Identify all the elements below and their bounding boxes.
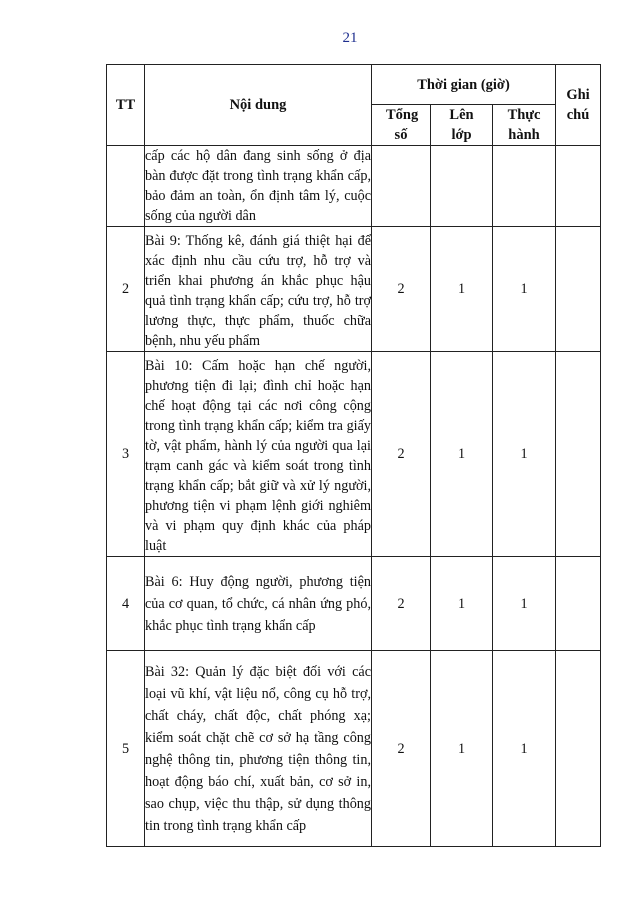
row-tt: 4 — [107, 557, 145, 651]
row-tt: 3 — [107, 352, 145, 557]
row-ghi-chu — [556, 557, 601, 651]
row-ghi-chu — [556, 352, 601, 557]
row-tong-so: 2 — [372, 651, 431, 847]
row-ghi-chu — [556, 227, 601, 352]
row-tt: 2 — [107, 227, 145, 352]
table-row — [107, 352, 601, 557]
table-row — [107, 146, 601, 227]
header-len-lop: Lên lớp — [431, 105, 493, 146]
table-row — [107, 557, 601, 651]
header-thoi-gian: Thời gian (giờ) — [372, 65, 556, 105]
row-tong-so: 2 — [372, 352, 431, 557]
row-thuc-hanh: 1 — [493, 227, 556, 352]
row-len-lop: 1 — [431, 557, 493, 651]
row-tt — [107, 146, 145, 227]
row-thuc-hanh: 1 — [493, 352, 556, 557]
row-tong-so: 2 — [372, 227, 431, 352]
row-content: Bài 9: Thống kê, đánh giá thiệt hại để xác định nhu cầu cứu trợ, hỗ trợ và triển khai phương án khắc phục hậu quả tình trạng khẩn cấp; cứu trợ, hỗ trợ lương thực, thực phẩm, thuốc chữa bệnh, nhu yếu phẩm — [145, 227, 372, 352]
header-ghi-chu: Ghi chú — [556, 65, 601, 146]
table-row — [107, 227, 601, 352]
page-number: 21 — [342, 30, 358, 46]
row-thuc-hanh: 1 — [493, 651, 556, 847]
row-content: Bài 6: Huy động người, phương tiện của cơ quan, tổ chức, cá nhân ứng phó, khắc phục tình trạng khẩn cấp — [145, 557, 372, 651]
row-len-lop: 1 — [431, 352, 493, 557]
row-content: Bài 32: Quản lý đặc biệt đối với các loại vũ khí, vật liệu nổ, công cụ hỗ trợ, chất cháy, chất độc, chất phóng xạ; kiểm soát chặt chẽ cơ sở hạ tầng công nghệ thông tin, phương tiện thông tin, hoạt động báo chí, xuất bản, cơ sở in, sao chụp, việc thu thập, sử dụng thông tin trong tình trạng khẩn cấp — [145, 651, 372, 847]
header-noi-dung: Nội dung — [145, 65, 372, 146]
row-thuc-hanh: 1 — [493, 557, 556, 651]
header-tong-so: Tổng số — [372, 105, 431, 146]
row-content: Bài 10: Cấm hoặc hạn chế người, phương tiện đi lại; đình chỉ hoặc hạn chế hoạt động tại các nơi công cộng trong tình trạng khẩn cấp; kiểm tra giấy tờ, vật phẩm, hành lý của người qua lại trạm canh gác và kiểm soát trong tình trạng khẩn cấp; bắt giữ và xử lý người, phương tiện vi phạm lệnh giới nghiêm và vi phạm quy định khác của pháp luật — [145, 352, 372, 557]
curriculum-table — [106, 64, 601, 847]
row-len-lop: 1 — [431, 651, 493, 847]
table-row — [107, 651, 601, 847]
row-tong-so — [372, 146, 431, 227]
row-ghi-chu — [556, 146, 601, 227]
header-tt: TT — [107, 65, 145, 146]
row-ghi-chu — [556, 651, 601, 847]
row-len-lop: 1 — [431, 227, 493, 352]
row-tong-so: 2 — [372, 557, 431, 651]
header-thuc-hanh: Thực hành — [493, 105, 556, 146]
row-content: cấp các hộ dân đang sinh sống ở địa bàn được đặt trong tình trạng khẩn cấp, bảo đảm an toàn, ổn định tâm lý, cuộc sống của người dân — [145, 146, 372, 227]
row-len-lop — [431, 146, 493, 227]
row-tt: 5 — [107, 651, 145, 847]
row-thuc-hanh — [493, 146, 556, 227]
